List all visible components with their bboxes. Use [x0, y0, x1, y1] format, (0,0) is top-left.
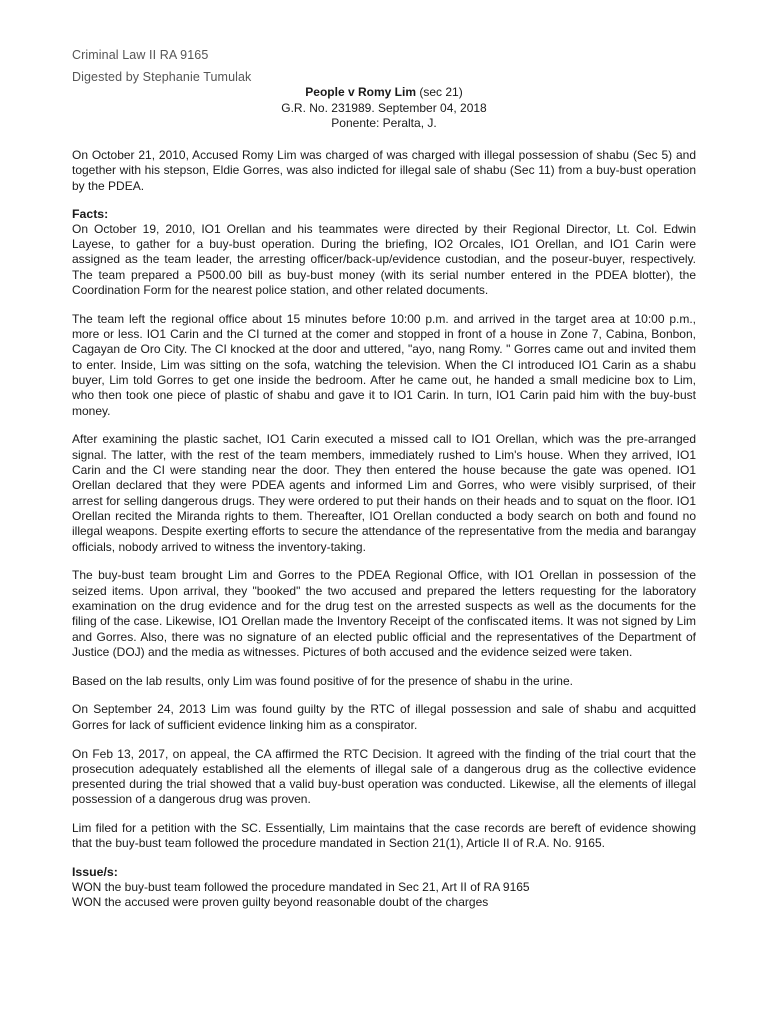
case-name: People v Romy Lim	[305, 85, 416, 99]
ponente: Ponente: Peralta, J.	[331, 116, 437, 130]
issues-heading: Issue/s:	[72, 864, 118, 879]
case-title-block	[72, 85, 696, 132]
document-body	[72, 148, 696, 910]
facts-paragraph-7: On Feb 13, 2017, on appeal, the CA affirmed the RTC Decision. It agreed with the finding of the trial court that the prosecution adequately established all the elements of illegal sale of a dangerous drug as the collective evidence presented during the trial showed that a valid buy-bust operation was conducted. Likewise, all the elements of illegal possession of a dangerous drug was proven.	[72, 746, 696, 807]
facts-paragraph-3: After examining the plastic sachet, IO1 Carin executed a missed call to IO1 Orellan, which was the pre-arranged signal. The latter, with the rest of the team members, immediately rushed to Lim's house. When they arrived, IO1 Carin and the CI were standing near the door. They then entered the house because the gate was opened. IO1 Orellan declared that they were PDEA agents and informed Lim and Gorres, who were visibly surprised, of their arrest for selling dangerous drugs. They were ordered to put their hands on their heads and to squat on the floor. IO1 Orellan recited the Miranda rights to them. Thereafter, IO1 Orellan conducted a body search on both and found no illegal weapons. Despite exerting efforts to secure the attendance of the representative from the media and barangay officials, nobody arrived to witness the inventory-taking.	[72, 432, 696, 554]
issue-item-2: WON the accused were proven guilty beyond reasonable doubt of the charges	[72, 895, 489, 910]
facts-paragraph-5: Based on the lab results, only Lim was found positive of for the presence of shabu in the urine.	[72, 673, 573, 688]
gr-number: G.R. No. 231989. September 04, 2018	[281, 100, 487, 115]
case-section: (sec 21)	[419, 85, 463, 99]
facts-paragraph-8: Lim filed for a petition with the SC. Essentially, Lim maintains that the case records are bereft of evidence showing that the buy-bust team followed the procedure mandated in Section 21(1), Article II of R.A. No. 9165.	[72, 821, 696, 851]
facts-paragraph-4: The buy-bust team brought Lim and Gorres to the PDEA Regional Office, with IO1 Orellan in possession of the seized items. Upon arrival, they "booked" the two accused and prepared the letters requesting for the laboratory examination on the drug evidence and for the drug test on the arrested suspects as well as the documents for the filing of the case. Likewise, IO1 Orellan made the Inventory Receipt of the confiscated items. It was not signed by Lim and Gorres. Also, there was no signature of an elected public official and the representatives of the Department of Justice (DOJ) and the media as witnesses. Pictures of both accused and the evidence seized were taken.	[72, 568, 696, 659]
digest-author: Digested by Stephanie Tumulak	[72, 70, 252, 84]
facts-paragraph-2: The team left the regional office about 15 minutes before 10:00 p.m. and arrived in the target area at 10:00 p.m., more or less. IO1 Carin and the CI turned at the comer and stopped in front of a house in Zone 7, Cabina, Bonbon, Cagayan de Oro City. The CI knocked at the door and uttered, "ayo, nang Romy. " Gorres came out and invited them to enter. Inside, Lim was sitting on the sofa, watching the television. When the CI introduced IO1 Carin as a shabu buyer, Lim told Gorres to get one inside the bedroom. After he came out, he handed a small medicine box to Lim, who then took one piece of plastic of shabu and gave it to IO1 Carin. In turn, IO1 Carin paid him with the buy-bust money.	[72, 311, 696, 418]
facts-heading: Facts:	[72, 206, 109, 221]
case-title-line	[72, 85, 696, 101]
intro-paragraph: On October 21, 2010, Accused Romy Lim was charged of was charged with illegal possession of shabu (Sec 5) and together with his stepson, Eldie Gorres, was also indicted for illegal sale of shabu (Sec 11) from a buy-bust operation by the PDEA.	[72, 148, 696, 193]
facts-paragraph-1: On October 19, 2010, IO1 Orellan and his teammates were directed by their Regional Director, Lt. Col. Edwin Layese, to gather for a buy-bust operation. During the briefing, IO2 Orcales, IO1 Orellan, and IO1 Carin were assigned as the team leader, the arresting officer/back-up/evidence custodian, and the poseur-buyer, respectively. The team prepared a P500.00 bill as buy-bust money (with its serial number entered in the PDEA blotter), the Coordination Form for the nearest police station, and other related documents.	[72, 221, 696, 298]
facts-paragraph-6: On September 24, 2013 Lim was found guilty by the RTC of illegal possession and sale of shabu and acquitted Gorres for lack of sufficient evidence linking him as a conspirator.	[72, 702, 696, 732]
issue-item-1: WON the buy-bust team followed the procedure mandated in Sec 21, Art II of RA 9165	[72, 879, 530, 894]
course-header: Criminal Law II RA 9165	[72, 48, 209, 62]
